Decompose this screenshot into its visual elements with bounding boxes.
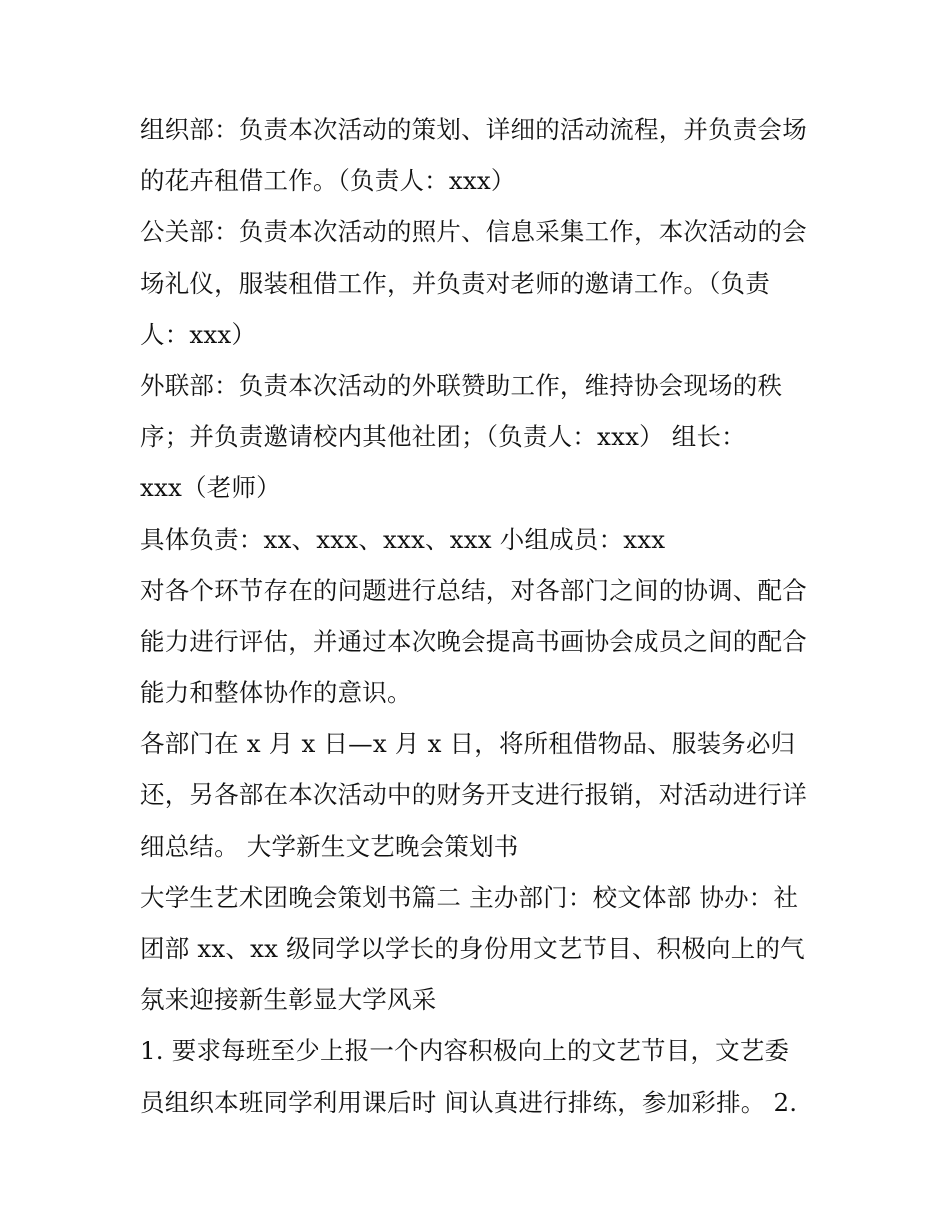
- text-line: 各部门在 x 月 x 日—x 月 x 日，将所租借物品、服装务必归: [140, 729, 796, 759]
- text-line: 人：xxx）: [140, 319, 257, 349]
- text-line: 公关部：负责本次活动的照片、信息采集工作，本次活动的会: [140, 217, 807, 247]
- text-line: 还，另各部在本次活动中的财务开支进行报销，对活动进行详: [140, 780, 807, 810]
- text-line: 序；并负责邀请校内其他社团；（负责人：xxx） 组长：: [140, 422, 746, 452]
- text-line: 场礼仪，服装租借工作，并负责对老师的邀请工作。（负责: [140, 268, 770, 298]
- text-line: 1. 要求每班至少上报一个内容积极向上的文艺节目，文艺委: [140, 1036, 790, 1066]
- document-body: [140, 104, 840, 1128]
- text-line: 细总结。 大学新生文艺晚会策划书: [140, 831, 519, 861]
- text-line: xxx（老师）: [140, 473, 281, 503]
- text-line: 对各个环节存在的问题进行总结，对各部门之间的协调、配合: [140, 575, 807, 605]
- text-line: 氛来迎接新生彰显大学风采: [140, 985, 437, 1015]
- text-line: 团部 xx、xx 级同学以学长的身份用文艺节目、积极向上的气: [140, 934, 805, 963]
- text-line: 组织部：负责本次活动的策划、详细的活动流程，并负责会场: [140, 115, 807, 144]
- text-line: 能力和整体协作的意识。: [140, 678, 412, 708]
- text-line: 的花卉租借工作。（负责人：xxx）: [140, 166, 516, 196]
- text-line: 员组织本班同学利用课后时 间认真进行排练，参加彩排。 2.: [140, 1087, 798, 1117]
- text-line: 具体负责：xx、xxx、xxx、xxx 小组成员：xxx: [140, 524, 666, 554]
- text-line: 能力进行评估，并通过本次晚会提高书画协会成员之间的配合: [140, 626, 807, 656]
- text-line: 外联部：负责本次活动的外联赞助工作，维持协会现场的秩: [140, 370, 783, 400]
- text-line: 大学生艺术团晚会策划书篇二 主办部门：校文体部 协办：社: [140, 882, 799, 912]
